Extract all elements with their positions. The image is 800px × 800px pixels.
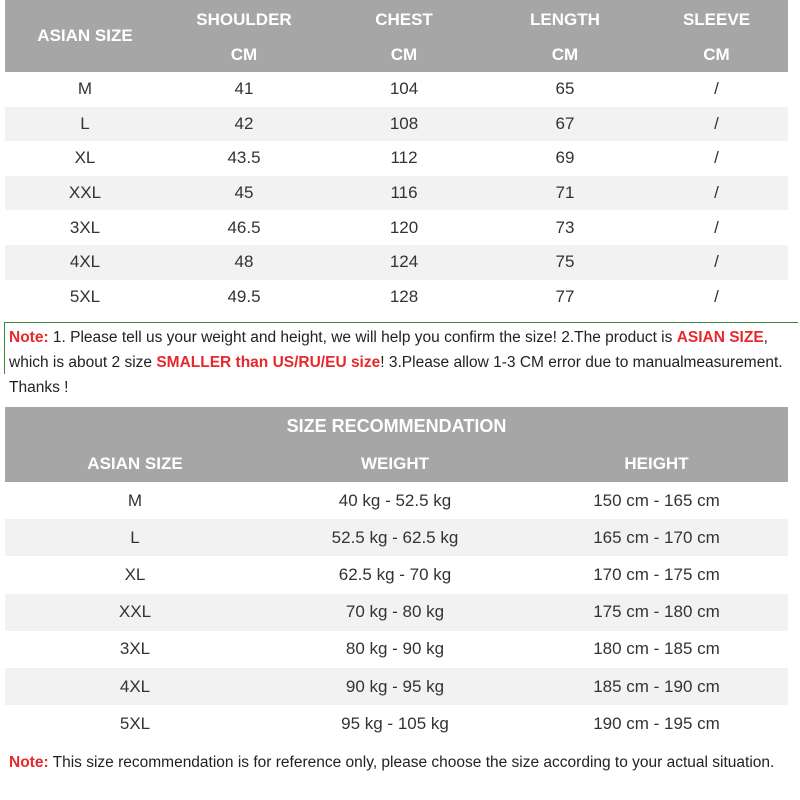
cell-height: 180 cm - 185 cm bbox=[593, 639, 720, 659]
cell-length: 73 bbox=[555, 217, 575, 237]
cell-height: 175 cm - 180 cm bbox=[593, 602, 720, 622]
cell-shoulder: 41 bbox=[234, 79, 254, 99]
recommendation-header bbox=[5, 445, 788, 482]
header-shoulder-unit: CM bbox=[230, 45, 258, 64]
size-measurement-table bbox=[5, 0, 788, 314]
size-table-header bbox=[5, 0, 788, 72]
cell-chest: 112 bbox=[390, 148, 418, 168]
table-row bbox=[5, 107, 788, 142]
recommendation-title: SIZE RECOMMENDATION bbox=[5, 407, 788, 445]
table-row bbox=[5, 482, 788, 519]
cell-chest: 124 bbox=[389, 252, 419, 272]
cell-size: XL bbox=[124, 564, 146, 584]
table-row bbox=[5, 705, 788, 742]
header-chest: CHEST bbox=[375, 10, 433, 29]
cell-height: 170 cm - 175 cm bbox=[593, 564, 720, 584]
cell-sleeve: / bbox=[714, 286, 719, 306]
cell-weight: 95 kg - 105 kg bbox=[341, 713, 449, 733]
header-weight: WEIGHT bbox=[361, 453, 429, 473]
header-height: HEIGHT bbox=[624, 453, 689, 473]
cell-size: L bbox=[80, 113, 90, 133]
cell-weight: 62.5 kg - 70 kg bbox=[338, 564, 452, 584]
header-length: LENGTH bbox=[530, 10, 600, 29]
cell-height: 185 cm - 190 cm bbox=[593, 676, 720, 696]
cell-length: 77 bbox=[555, 286, 575, 306]
header-asian-size: ASIAN SIZE bbox=[37, 26, 133, 45]
cell-height: 150 cm - 165 cm bbox=[593, 490, 720, 510]
table-row bbox=[5, 176, 788, 211]
note-text: 1. Please tell us your weight and height, we will help you confirm the size! 2.The product is bbox=[48, 329, 677, 346]
size-recommendation-table bbox=[5, 407, 788, 742]
cell-chest: 120 bbox=[389, 217, 419, 237]
header-sleeve: SLEEVE bbox=[682, 10, 751, 29]
cell-length: 65 bbox=[555, 79, 575, 99]
cell-shoulder: 45 bbox=[234, 183, 254, 203]
cell-size: XXL bbox=[118, 602, 152, 622]
note-label: Note: bbox=[9, 754, 49, 771]
cell-chest: 116 bbox=[390, 183, 418, 203]
cell-size: 5XL bbox=[119, 713, 151, 733]
cell-size: 3XL bbox=[69, 217, 101, 237]
cell-chest: 128 bbox=[389, 286, 419, 306]
cell-sleeve: / bbox=[714, 113, 719, 133]
cell-size: 4XL bbox=[69, 252, 101, 272]
cell-sleeve: / bbox=[714, 183, 719, 203]
cell-sleeve: / bbox=[714, 217, 719, 237]
cell-size: M bbox=[127, 490, 143, 510]
header-sleeve-unit: CM bbox=[703, 45, 730, 64]
cell-size: L bbox=[130, 527, 140, 547]
cell-shoulder: 43.5 bbox=[227, 148, 261, 168]
cell-weight: 40 kg - 52.5 kg bbox=[338, 490, 452, 510]
cell-length: 69 bbox=[555, 148, 575, 168]
note-highlight-asian-size: ASIAN SIZE bbox=[676, 329, 764, 346]
header-shoulder: SHOULDER bbox=[196, 10, 292, 29]
cell-chest: 104 bbox=[389, 79, 419, 99]
cell-length: 67 bbox=[555, 113, 575, 133]
table-row bbox=[5, 141, 788, 176]
cell-height: 190 cm - 195 cm bbox=[593, 713, 720, 733]
header-asian-size: ASIAN SIZE bbox=[87, 453, 183, 473]
cell-weight: 70 kg - 80 kg bbox=[345, 602, 445, 622]
cell-shoulder: 48 bbox=[234, 252, 254, 272]
cell-height: 165 cm - 170 cm bbox=[593, 527, 720, 547]
cell-size: 3XL bbox=[119, 639, 151, 659]
note-text: , which is about 2 size bbox=[9, 329, 768, 371]
cell-size: M bbox=[77, 79, 93, 99]
table-row bbox=[5, 631, 788, 668]
note-label: Note: bbox=[9, 329, 49, 346]
cell-length: 75 bbox=[555, 252, 575, 272]
header-length-unit: CM bbox=[551, 45, 579, 64]
recommendation-note bbox=[9, 750, 794, 775]
cell-length: 71 bbox=[555, 183, 575, 203]
cell-size: 4XL bbox=[119, 676, 151, 696]
cell-shoulder: 46.5 bbox=[227, 217, 261, 237]
cell-size: XXL bbox=[68, 183, 102, 203]
size-note bbox=[9, 325, 799, 400]
note-highlight-smaller: SMALLER than US/RU/EU size bbox=[156, 354, 381, 371]
cell-sleeve: / bbox=[714, 252, 719, 272]
note-text: ! 3.Please allow 1-3 CM error due to manualmeasurement. Thanks ! bbox=[9, 354, 783, 396]
cell-size: XL bbox=[74, 148, 96, 168]
header-chest-unit: CM bbox=[390, 45, 418, 64]
cell-chest: 108 bbox=[389, 113, 419, 133]
table-row bbox=[5, 210, 788, 245]
note-text: This size recommendation is for reference only, please choose the size according to your actual situation. bbox=[48, 754, 775, 771]
table-row bbox=[5, 245, 788, 280]
cell-weight: 52.5 kg - 62.5 kg bbox=[331, 527, 459, 547]
cell-sleeve: / bbox=[714, 79, 719, 99]
cell-shoulder: 42 bbox=[234, 113, 254, 133]
table-row bbox=[5, 556, 788, 593]
cell-sleeve: / bbox=[714, 148, 719, 168]
table-row bbox=[5, 668, 788, 705]
cell-weight: 80 kg - 90 kg bbox=[345, 639, 445, 659]
cell-shoulder: 49.5 bbox=[227, 286, 261, 306]
table-row bbox=[5, 519, 788, 556]
cell-size: 5XL bbox=[69, 286, 101, 306]
table-row bbox=[5, 594, 788, 631]
table-row bbox=[5, 280, 788, 315]
cell-weight: 90 kg - 95 kg bbox=[345, 676, 445, 696]
table-row bbox=[5, 72, 788, 107]
